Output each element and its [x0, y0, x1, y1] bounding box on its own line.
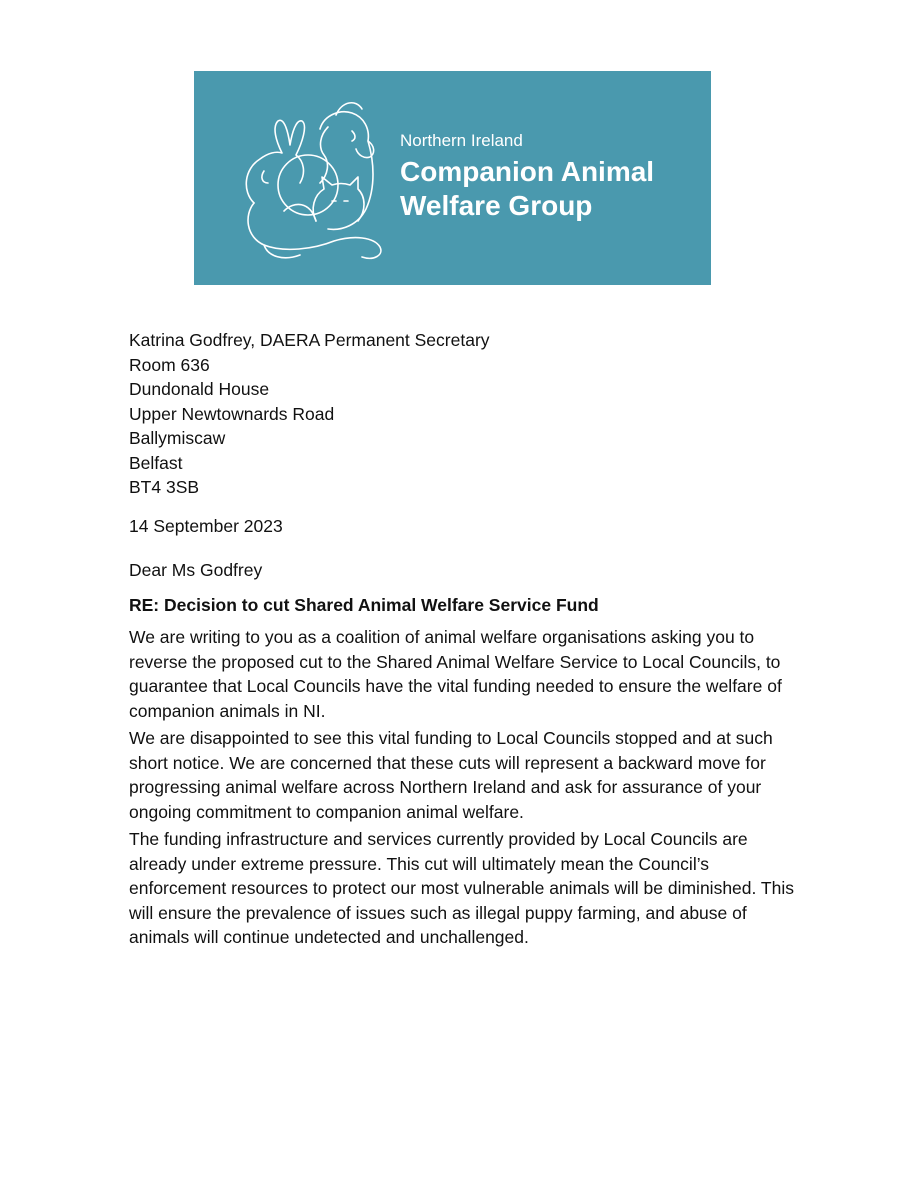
- letter-body: [129, 328, 809, 950]
- org-subtitle: Northern Ireland: [400, 131, 523, 150]
- animals-line-art-icon: [224, 91, 394, 271]
- address-line: Upper Newtownards Road: [129, 403, 335, 424]
- address-line: Ballymiscaw: [129, 428, 226, 448]
- address-line: Dundonald House: [129, 379, 270, 399]
- header-banner: [194, 71, 711, 285]
- address-line: Room 636: [129, 354, 210, 375]
- subject-line: RE: Decision to cut Shared Animal Welfare Service Fund: [129, 594, 599, 615]
- salutation: Dear Ms Godfrey: [129, 560, 263, 580]
- paragraph: We are disappointed to see this vital funding to Local Councils stopped and at such short notice. We are concerned that these cuts will represent a backward move for progressing animal welfare across Northern Ireland and ask for assurance of your ongoing commitment to companion animal welfare.: [129, 728, 773, 822]
- address-line: BT4 3SB: [129, 477, 200, 497]
- letter-date: 14 September 2023: [129, 515, 283, 536]
- paragraph: The funding infrastructure and services currently provided by Local Councils are already under extreme pressure. This cut will ultimately mean the Council’s enforcement resources to protect our most vulnerable animals will be diminished. This will ensure the prevalence of issues such as illegal puppy farming, and abuse of animals will continue undetected and unchallenged.: [129, 829, 794, 947]
- org-title-line-1: Companion Animal: [400, 156, 655, 187]
- address-line: Belfast: [129, 452, 183, 473]
- paragraph: We are writing to you as a coalition of animal welfare organisations asking you to reverse the proposed cut to the Shared Animal Welfare Service to Local Councils, to guarantee that Local Councils have the vital funding needed to ensure the welfare of companion animals in NI.: [129, 627, 782, 721]
- recipient-address: [129, 328, 809, 500]
- address-line: Katrina Godfrey, DAERA Permanent Secretary: [129, 330, 490, 350]
- org-title-line-2: Welfare Group: [400, 190, 593, 221]
